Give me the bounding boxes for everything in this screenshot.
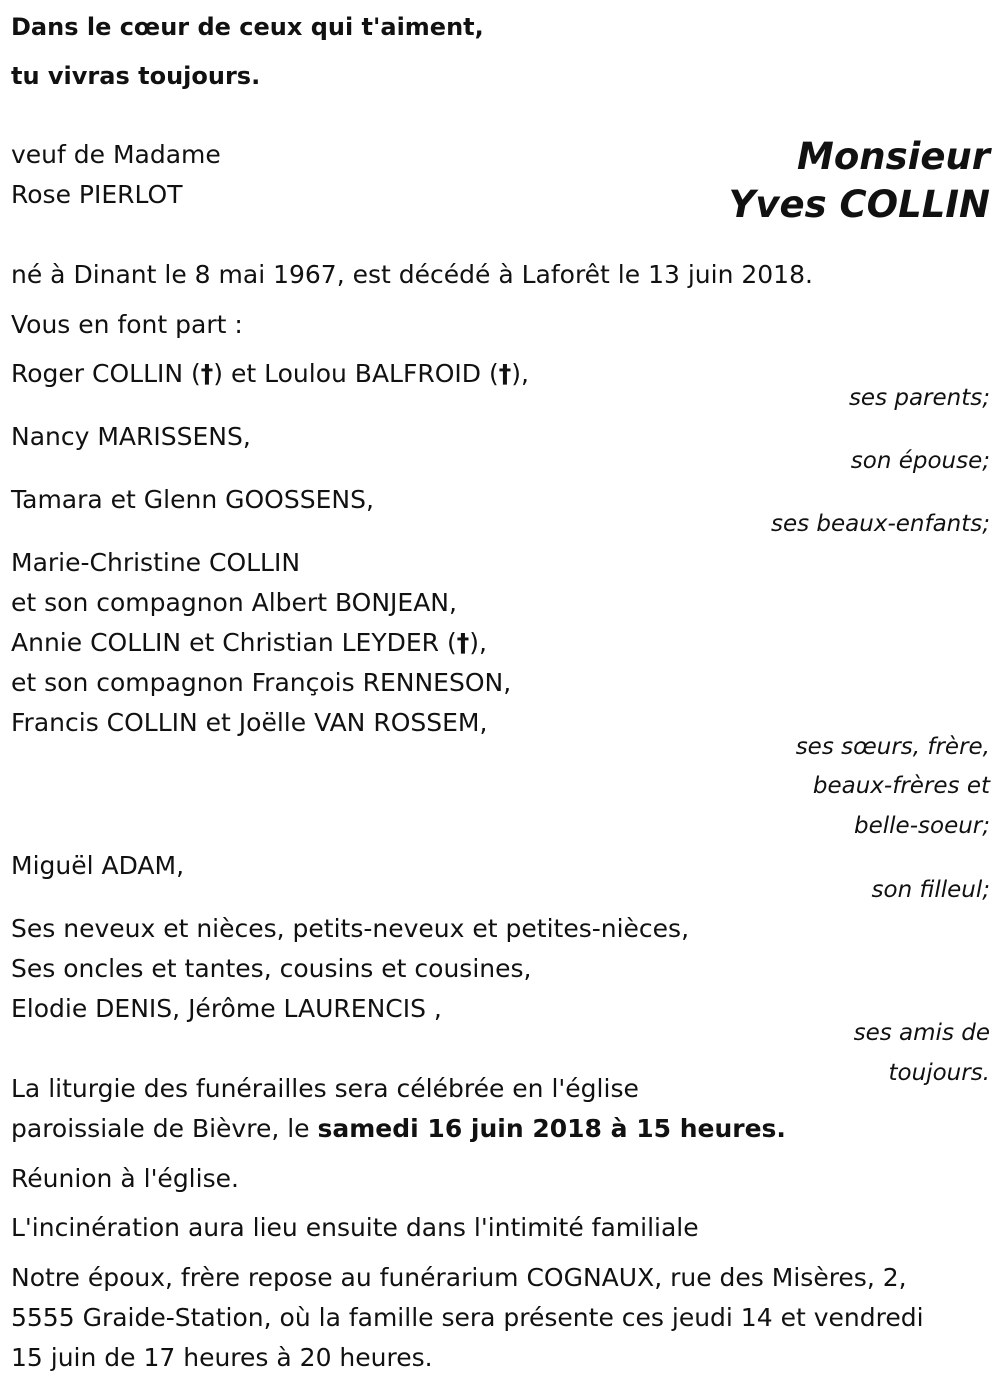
spouse-name: Nancy MARISSENS, [11,422,251,451]
parents-line [11,354,529,394]
godson-name: Miguël ADAM, [11,851,185,880]
siblings-line-5: Francis COLLIN et Joëlle VAN ROSSEM, [11,708,488,737]
parents-text-2: ) et Loulou BALFROID ( [213,359,499,388]
siblings-relation-1: ses sœurs, frère, [795,734,990,760]
visitation-line-2: 5555 Graide-Station, où la famille sera présente ces jeudi 14 et vendredi [11,1303,924,1332]
cross-icon: † [498,359,512,388]
siblings-line-4: et son compagnon François RENNESON, [11,668,512,697]
siblings-relation-2: beaux-frères et [812,773,990,799]
friends-relation-1: ses amis de [853,1020,990,1046]
stepchildren-relation: ses beaux-enfants; [770,511,990,537]
siblings-line-3 [11,623,487,663]
cremation-line: L'incinération aura lieu ensuite dans l'intimité familiale [11,1213,699,1242]
cross-icon: † [200,359,214,388]
siblings-relation-3: belle-soeur; [854,813,990,839]
meeting-line: Réunion à l'église. [11,1164,239,1193]
parents-text-3: ), [511,359,529,388]
friends-line-2: Ses oncles et tantes, cousins et cousines, [11,954,532,983]
parents-text-1: Roger COLLIN ( [11,359,201,388]
visitation-line-1: Notre époux, frère repose au funérarium COGNAUX, rue des Misères, 2, [11,1263,907,1292]
siblings-line-2: et son compagnon Albert BONJEAN, [11,588,457,617]
ceremony-line-2 [11,1109,786,1149]
motto-line-2: tu vivras toujours. [11,62,261,90]
friends-relation-2: toujours. [888,1060,990,1086]
ceremony-date-time: samedi 16 juin 2018 à 15 heures. [317,1114,786,1143]
ceremony-line-2-text: paroissiale de Bièvre, le [11,1114,318,1143]
visitation-line-3: 15 juin de 17 heures à 20 heures. [11,1343,433,1372]
siblings-line-1: Marie-Christine COLLIN [11,548,301,577]
announce-line: Vous en font part : [11,310,243,339]
spouse-relation: son épouse; [850,448,990,474]
siblings-line-3-text-b: ), [469,628,487,657]
cross-icon: † [456,628,470,657]
motto-line-1: Dans le cœur de ceux qui t'aiment, [11,13,484,41]
friends-line-1: Ses neveux et nièces, petits-neveux et petites-nièces, [11,914,690,943]
widow-line-1: veuf de Madame [11,140,221,169]
widow-line-2: Rose PIERLOT [11,180,183,209]
stepchildren-name: Tamara et Glenn GOOSSENS, [11,485,374,514]
birth-death-line: né à Dinant le 8 mai 1967, est décédé à Laforêt le 13 juin 2018. [11,260,813,289]
friends-line-3: Elodie DENIS, Jérôme LAURENCIS , [11,994,442,1023]
ceremony-line-1: La liturgie des funérailles sera célébrée en l'église [11,1074,639,1103]
parents-relation: ses parents; [848,385,990,411]
siblings-line-3-text-a: Annie COLLIN et Christian LEYDER ( [11,628,457,657]
deceased-title: Monsieur [797,135,990,178]
godson-relation: son filleul; [871,877,990,903]
deceased-name: Yves COLLIN [728,183,990,226]
